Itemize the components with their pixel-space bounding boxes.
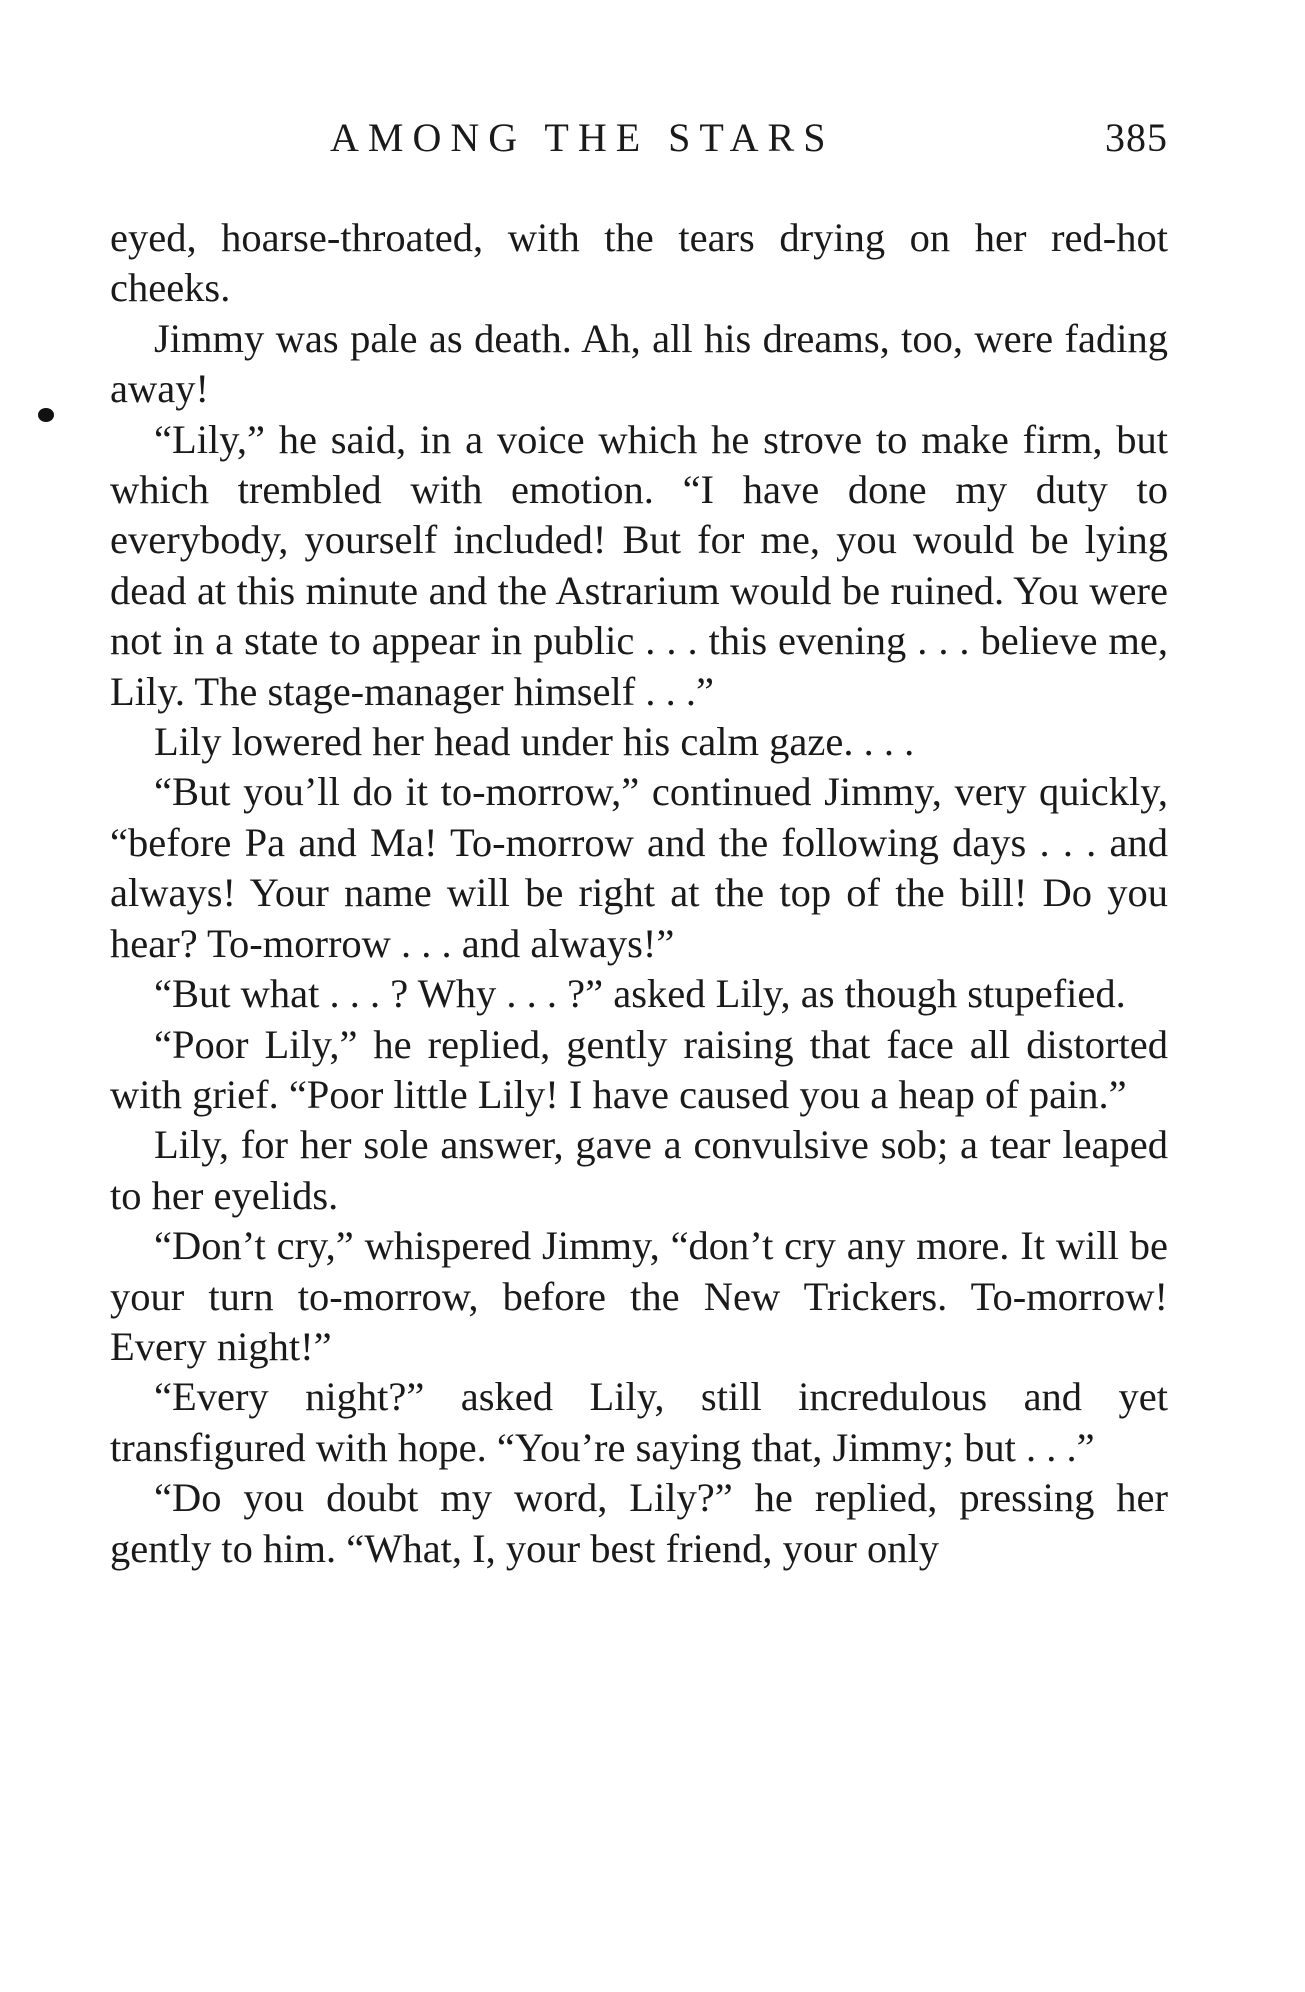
paragraph: “Poor Lily,” he replied, gently raising that face all distorted with grief. “Poor little Lily! I have caused you a heap of pain.” <box>110 1021 1168 1117</box>
paragraph: “Do you doubt my word, Lily?” he replied, pressing her gently to him. “What, I, your best friend, your only <box>110 1475 1168 1571</box>
running-head <box>110 108 1168 168</box>
paragraph: “Lily,” he said, in a voice which he strove to make firm, but which trembled with emotion. “I have done my duty to everybody, yourself included! But for me, you would be lying dead at this minute and the Astrarium would be ruined. You were not in a state to appear in public . . . this evening . . . believe me, Lily. The stage-manager himself . . .” <box>110 416 1168 714</box>
body-text <box>110 213 1168 1574</box>
paragraph: “But what . . . ? Why . . . ?” asked Lily, as though stupefied. <box>154 971 1126 1017</box>
paragraph: eyed, hoarse-throated, with the tears drying on her red-hot cheeks. <box>110 215 1168 311</box>
paragraph: Lily, for her sole answer, gave a convulsive sob; a tear leaped to her eyelids. <box>110 1122 1168 1218</box>
page-number: 385 <box>1105 115 1168 160</box>
running-title: AMONG THE STARS <box>330 115 835 160</box>
paragraph: “Don’t cry,” whispered Jimmy, “don’t cry any more. It will be your turn to-morrow, before the New Trickers. To-morrow! Every night!” <box>110 1223 1168 1369</box>
ink-spot-mark <box>38 408 54 422</box>
paragraph: Jimmy was pale as death. Ah, all his dreams, too, were fading away! <box>110 315 1168 412</box>
paragraph: “But you’ll do it to-morrow,” continued Jimmy, very quickly, “before Pa and Ma! To-morrow and the following days . . . and always! Your name will be right at the top of the bill! Do you hear? To-morrow . . . and always!” <box>110 769 1168 966</box>
paragraph: “Every night?” asked Lily, still incredulous and yet transfigured with hope. “You’re saying that, Jimmy; but . . .” <box>110 1374 1168 1470</box>
paragraph: Lily lowered her head under his calm gaze. . . . <box>154 719 915 765</box>
